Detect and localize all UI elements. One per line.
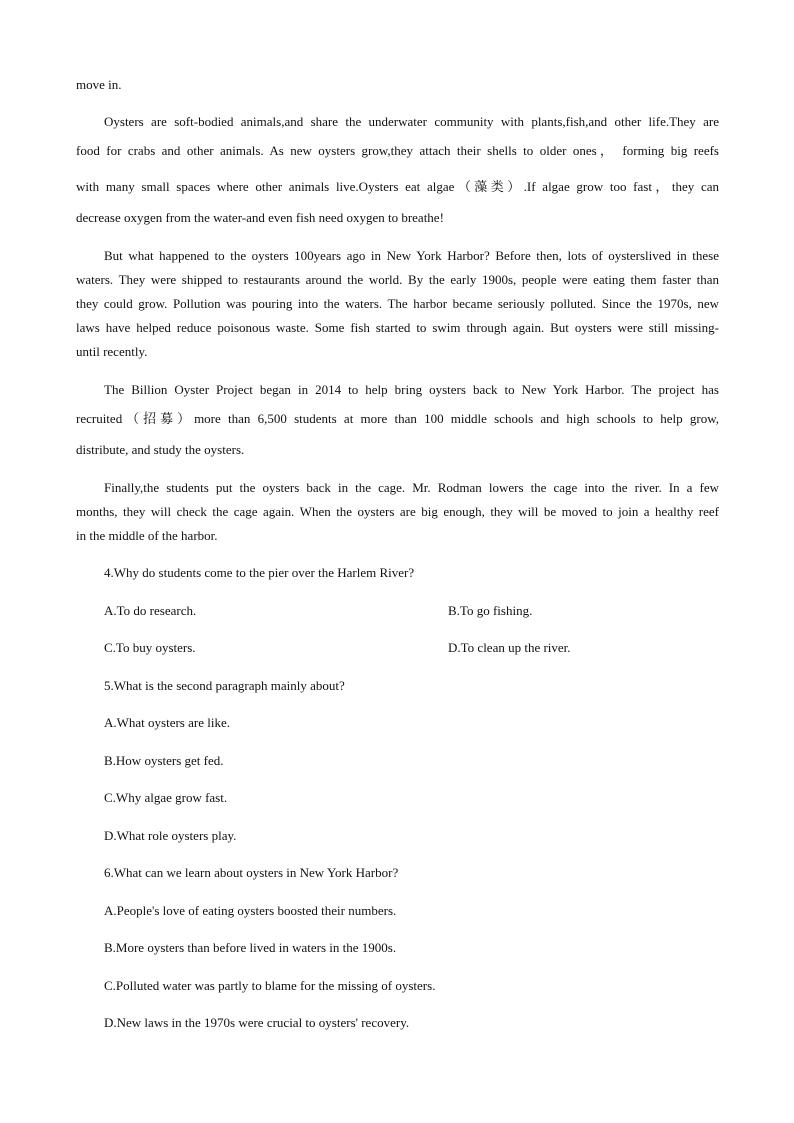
option-d: D.New laws in the 1970s were crucial to oysters' recovery. [104, 1015, 410, 1030]
option-b: B.More oysters than before lived in waters in the 1900s. [104, 940, 397, 955]
question-stem: 4.Why do students come to the pier over the Harlem River? [104, 565, 415, 580]
question-stem: 6.What can we learn about oysters in New York Harbor? [104, 865, 399, 880]
paragraph-line: distribute, and study the oysters. [76, 442, 245, 457]
paragraph-line: Oysters are soft-bodied animals,and share the underwater community with plants,fish,and other life.They are [104, 114, 719, 129]
option-a: A.What oysters are like. [104, 715, 230, 730]
paragraph-line: until recently. [76, 344, 148, 359]
option-a: A.People's love of eating oysters boosted their numbers. [104, 903, 397, 918]
option-b: B.To go fishing. [448, 603, 533, 618]
option-c: C.Polluted water was partly to blame for the missing of oysters. [104, 978, 436, 993]
option-d: D.What role oysters play. [104, 828, 237, 843]
option-c: C.To buy oysters. [104, 640, 196, 655]
paragraph-line: waters. They were shipped to restaurants around the world. By the early 1900s, people were eating them faster than [76, 272, 719, 287]
paragraph-line: laws have helped reduce poisonous waste. Some fish started to swim through again. But oysters were still missing- [76, 320, 719, 335]
paragraph-line: food for crabs and other animals. As new oysters grow,they attach their shells to older ones， forming big reefs [76, 143, 719, 158]
paragraph-line: But what happened to the oysters 100years ago in New York Harbor? Before then, lots of oysterslived in these [104, 248, 719, 263]
paragraph-line: they could grow. Pollution was pouring into the waters. The harbor became seriously polluted. Since the 1970s, new [76, 296, 719, 311]
paragraph-line: The Billion Oyster Project began in 2014 to help bring oysters back to New York Harbor. The project has [104, 382, 719, 397]
paragraph-line: in the middle of the harbor. [76, 528, 218, 543]
paragraph-line: months, they will check the cage again. When the oysters are big enough, they will be moved to join a healthy reef [76, 504, 719, 519]
option-d: D.To clean up the river. [448, 640, 571, 655]
paragraph-line: recruited（招募）more than 6,500 students at more than 100 middle schools and high schools to help grow, [76, 411, 719, 426]
option-c: C.Why algae grow fast. [104, 790, 228, 805]
paragraph-line: decrease oxygen from the water-and even fish need oxygen to breathe! [76, 210, 444, 225]
paragraph-line: with many small spaces where other animals live.Oysters eat algae（藻类）.If algae grow too fast，they can [76, 179, 719, 194]
question-stem: 5.What is the second paragraph mainly about? [104, 678, 345, 693]
paragraph-line: Finally,the students put the oysters back in the cage. Mr. Rodman lowers the cage into the river. In a few [104, 480, 719, 495]
passage-fragment: move in. [76, 77, 122, 92]
option-a: A.To do research. [104, 603, 197, 618]
option-b: B.How oysters get fed. [104, 753, 224, 768]
